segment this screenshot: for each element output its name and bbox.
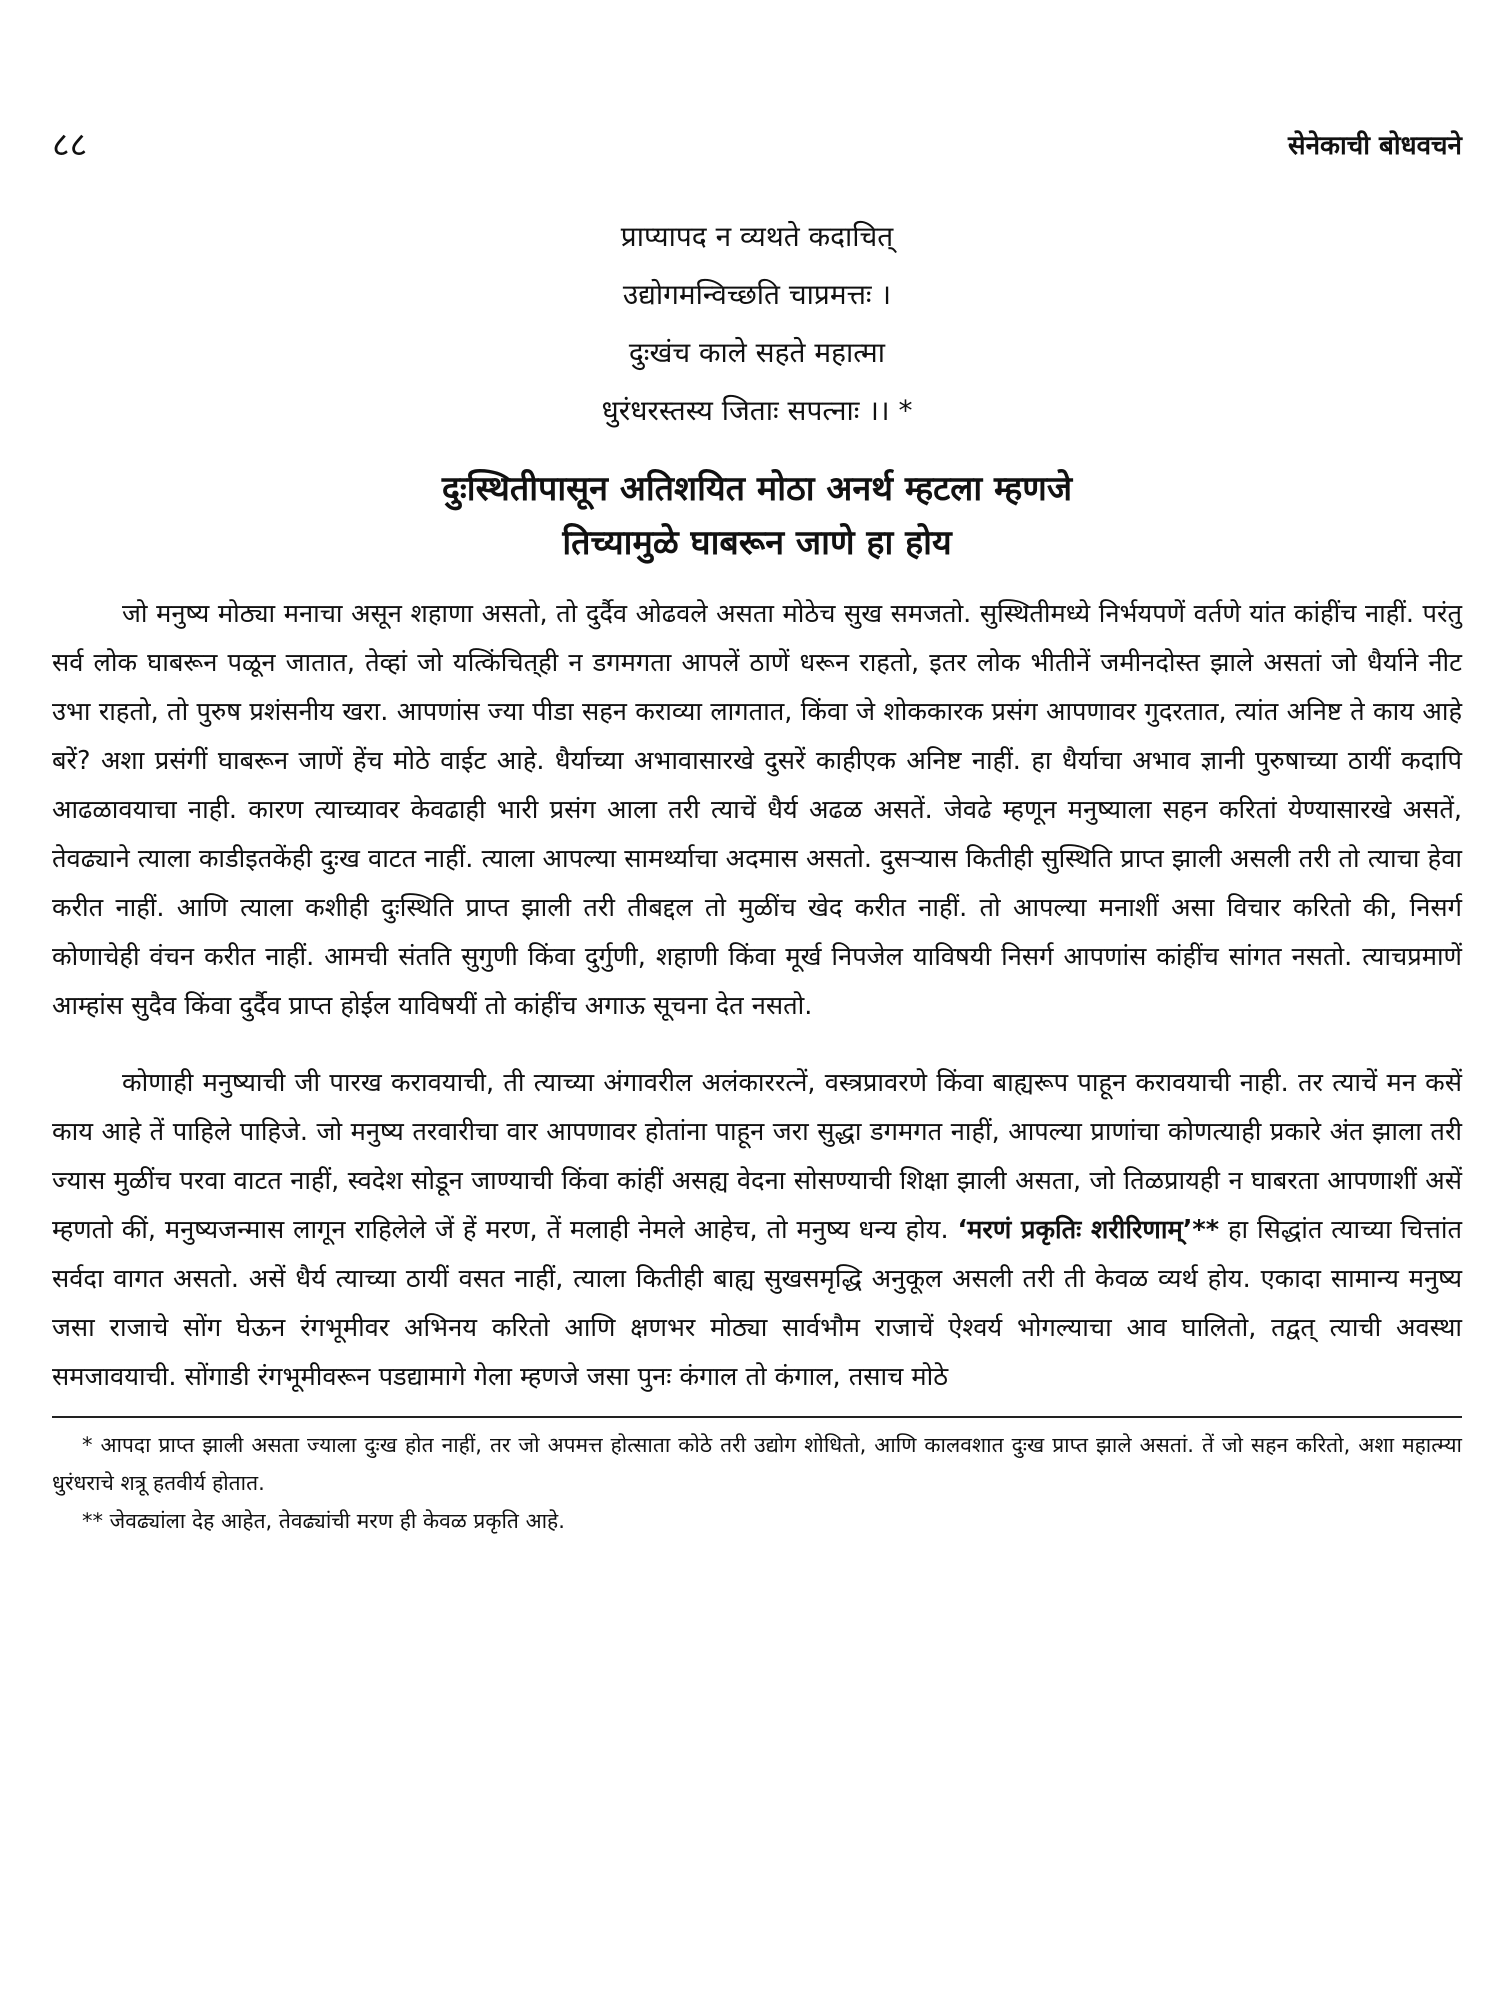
- paragraph-text: कोणाही मनुष्याची जी पारख करावयाची, ती त्याच्या अंगावरील अलंकाररत्नें, वस्त्रप्रावरणे किंवा बाह्यरूप पाहून करावयाची नाही. तर त्याचें मन कसें काय आहे तें पाहिले पाहिजे. जो मनुष्य तरवारीचा वार आपणावर होतांना पाहून जरा सुद्धा डगमगत नाहीं, आपल्या प्राणांचा कोणत्याही प्रकारे अंत झाला तरी ज्यास मुळींच परवा वाटत नाहीं, स्वदेश सोडून जाण्याची किंवा कांहीं असह्य वेदना सोसण्याची शिक्षा झाली असता, जो तिळप्रायही न घाबरता आपणाशीं असें म्हणतो कीं, मनुष्यजन्मास लागून राहिलेले जें हें मरण, तें मलाही नेमले आहेच, तो मनुष्य धन्य होय.: [52, 1068, 1462, 1245]
- verse-line: उद्योगमन्विच्छति चाप्रमत्तः ।: [622, 278, 892, 311]
- page-number: ८८: [52, 125, 88, 165]
- body-paragraph: [52, 1059, 1462, 1402]
- heading-line: तिच्यामुळे घाबरून जाणे हा होय: [562, 523, 952, 563]
- paragraph-text: हा सिद्धांत त्याच्या चित्तांत सर्वदा वागत असतो. असें धैर्य त्याच्या ठायीं वसत नाहीं, त्याला कितीही बाह्य सुखसमृद्धि अनुकूल असली तरी ती केवळ व्यर्थ होय. एकादा सामान्य मनुष्य जसा राजाचे सोंग घेऊन रंगभूमीवर अभिनय करितो आणि क्षणभर मोठ्या सार्वभौम राजाचें ऐश्वर्य भोगल्याचा आव घालितो, तद्वत् त्याची अवस्था समजावयाची. सोंगाडी रंगभूमीवरून पडद्यामागे गेला म्हणजे जसा पुनः कंगाल तो कंगाल, तसाच मोठे: [52, 1215, 1462, 1392]
- book-page: [52, 120, 1462, 1540]
- footnote-divider: [52, 1416, 1462, 1418]
- sanskrit-quote: ‘मरणं प्रकृतिः शरीरिणाम्’**: [957, 1215, 1220, 1245]
- body-paragraph: जो मनुष्य मोठ्या मनाचा असून शहाणा असतो, तो दुर्दैव ओढवले असता मोठेच सुख समजतो. सुस्थितीमध्ये निर्भयपणें वर्तणे यांत कांहींच नाहीं. परंतु सर्व लोक घाबरून पळून जातात, तेव्हां जो यत्किंचित्‌ही न डगमगता आपलें ठाणें धरून राहतो, इतर लोक भीतीनें जमीनदोस्त झाले असतां जो धैर्याने नीट उभा राहतो, तो पुरुष प्रशंसनीय खरा. आपणांस ज्या पीडा सहन कराव्या लागतात, किंवा जे शोककारक प्रसंग आपणावर गुदरतात, त्यांत अनिष्ट ते काय आहे बरें? अशा प्रसंगीं घाबरून जाणें हेंच मोठे वाईट आहे. धैर्याच्या अभावासारखे दुसरें काहीएक अनिष्ट नाहीं. हा धैर्याचा अभाव ज्ञानी पुरुषाच्या ठायीं कदापि आढळावयाचा नाही. कारण त्याच्यावर केवढाही भारी प्रसंग आला तरी त्याचें धैर्य अढळ असतें. जेवढे म्हणून मनुष्याला सहन करितां येण्यासारखे असतें, तेवढ्याने त्याला काडीइतकेंही दुःख वाटत नाहीं. त्याला आपल्या सामर्थ्याचा अदमास असतो. दुसऱ्यास कितीही सुस्थिति प्राप्त झाली असली तरी तो त्याचा हेवा करीत नाहीं. आणि त्याला कशीही दुःस्थिति प्राप्त झाली तरी तीबद्दल तो मुळींच खेद करीत नाहीं. तो आपल्या मनाशीं असा विचार करितो की, निसर्ग कोणाचेही वंचन करीत नाहीं. आमची संतति सुगुणी किंवा दुर्गुणी, शहाणी किंवा मूर्ख निपजेल याविषयी निसर्ग आपणांस कांहींच सांगत नसतो. त्याचप्रमाणें आम्हांस सुदैव किंवा दुर्दैव प्राप्त होईल याविषयीं तो कांहींच अगाऊ सूचना देत नसतो.: [52, 599, 1462, 1021]
- footnotes: [52, 1426, 1462, 1540]
- footnote: * आपदा प्राप्त झाली असता ज्याला दुःख होत नाहीं, तर जो अपमत्त होत्साता कोठे तरी उद्योग शोधितो, आणि कालवशात दुःख प्राप्त झाले असतां. तें जो सहन करितो, अशा महात्म्या धुरंधराचे शत्रू हतवीर्य होतात.: [52, 1433, 1462, 1495]
- verse-line: दुःखंच काले सहते महात्मा: [628, 336, 886, 369]
- verse-line: प्राप्यापद न व्यथते कदाचित्: [620, 220, 894, 253]
- sanskrit-verse: [52, 208, 1462, 440]
- heading-line: दुःस्थितीपासून अतिशयित मोठा अनर्थ म्हटला म्हणजे: [441, 469, 1073, 509]
- footnote: ** जेवढ्यांला देह आहेत, तेवढ्यांची मरण ही केवळ प्रकृति आहे.: [82, 1509, 565, 1533]
- section-heading: [52, 462, 1462, 570]
- running-title: सेनेकाची बोधवचने: [1288, 131, 1462, 161]
- page-header: [52, 120, 1462, 180]
- verse-line: धुरंधरस्तस्य जिताः सपत्नाः ।। *: [601, 394, 913, 427]
